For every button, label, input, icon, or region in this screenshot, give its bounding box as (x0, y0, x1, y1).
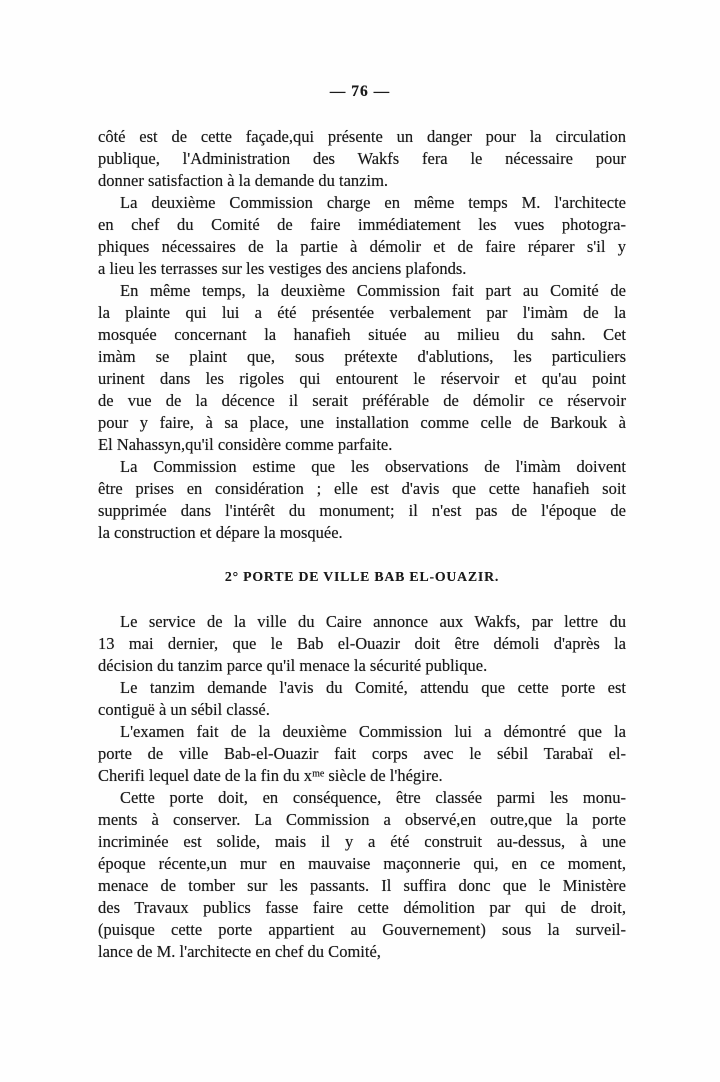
text-line: Cherifi lequel date de la fin du xᵐᵉ siècle de l'hégire. (98, 766, 443, 785)
text-line: mosquée concernant la hanafieh située au milieu du sahn. Cet (98, 325, 626, 344)
paragraph (98, 787, 626, 963)
text-line: de vue de la décence il serait préférable de démolir ce réservoir (98, 391, 626, 410)
paragraph (98, 456, 626, 544)
text-line: pour y faire, à sa place, une installation comme celle de Barkouk à (98, 413, 626, 432)
text-line: être prises en considération ; elle est d'avis que cette hanafieh soit (98, 479, 626, 498)
text-line: L'examen fait de la deuxième Commission lui a démontré que la (120, 722, 626, 741)
text-line: publique, l'Administration des Wakfs fera le nécessaire pour (98, 149, 626, 168)
text-line: Le tanzim demande l'avis du Comité, attendu que cette porte est (120, 678, 626, 697)
text-line: a lieu les terrasses sur les vestiges des anciens plafonds. (98, 259, 467, 278)
text-line: urinent dans les rigoles qui entourent le réservoir et qu'au point (98, 369, 626, 388)
text-line: la plainte qui lui a été présentée verbalement par l'imàm de la (98, 303, 626, 322)
text-line: la construction et dépare la mosquée. (98, 523, 343, 542)
text-line: Le service de la ville du Caire annonce aux Wakfs, par lettre du (120, 612, 626, 631)
text-line: lance de M. l'architecte en chef du Comité, (98, 942, 381, 961)
text-line: El Nahassyn,qu'il considère comme parfaite. (98, 435, 393, 454)
paragraph (98, 126, 626, 192)
text-line: côté est de cette façade,qui présente un danger pour la circulation (98, 127, 626, 146)
text-line: ments à conserver. La Commission a observé,en outre,que la porte (98, 810, 626, 829)
paragraph (98, 611, 626, 677)
text-line: 13 mai dernier, que le Bab el-Ouazir doit être démoli d'après la (98, 634, 626, 653)
text-line: porte de ville Bab-el-Ouazir fait corps avec le sébil Tarabaï el- (98, 744, 626, 763)
text-line: La deuxième Commission charge en même temps M. l'architecte (120, 193, 626, 212)
text-line: menace de tomber sur les passants. Il suffira donc que le Ministère (98, 876, 626, 895)
paragraph (98, 280, 626, 456)
paragraph (98, 192, 626, 280)
text-line: En même temps, la deuxième Commission fait part au Comité de (120, 281, 626, 300)
paragraph (98, 677, 626, 721)
text-line: époque récente,un mur en mauvaise maçonnerie qui, en ce moment, (98, 854, 626, 873)
text-line: (puisque cette porte appartient au Gouvernement) sous la surveil- (98, 920, 626, 939)
text-line: contiguë à un sébil classé. (98, 700, 270, 719)
paragraph (98, 721, 626, 787)
text-line: décision du tanzim parce qu'il menace la sécurité publique. (98, 656, 488, 675)
text-line: en chef du Comité de faire immédiatement les vues photogra- (98, 215, 626, 234)
text-line: La Commission estime que les observations de l'imàm doivent (120, 457, 626, 476)
page-number: — 76 — (329, 83, 391, 100)
text-line: Cette porte doit, en conséquence, être classée parmi les monu- (120, 788, 626, 807)
text-line: supprimée dans l'intérêt du monument; il n'est pas de l'époque de (98, 501, 626, 520)
section-heading: 2° PORTE DE VILLE BAB EL-OUAZIR. (224, 569, 500, 584)
text-block (98, 126, 626, 963)
text-line: phiques nécessaires de la partie à démolir et de faire réparer s'il y (98, 237, 626, 256)
text-line: des Travaux publics fasse faire cette démolition par qui de droit, (98, 898, 626, 917)
text-line: donner satisfaction à la demande du tanzim. (98, 171, 389, 190)
text-line: incriminée est solide, mais il y a été construit au-dessus, à une (98, 832, 626, 851)
text-line: imàm se plaint que, sous prétexte d'ablutions, les particuliers (98, 347, 626, 366)
